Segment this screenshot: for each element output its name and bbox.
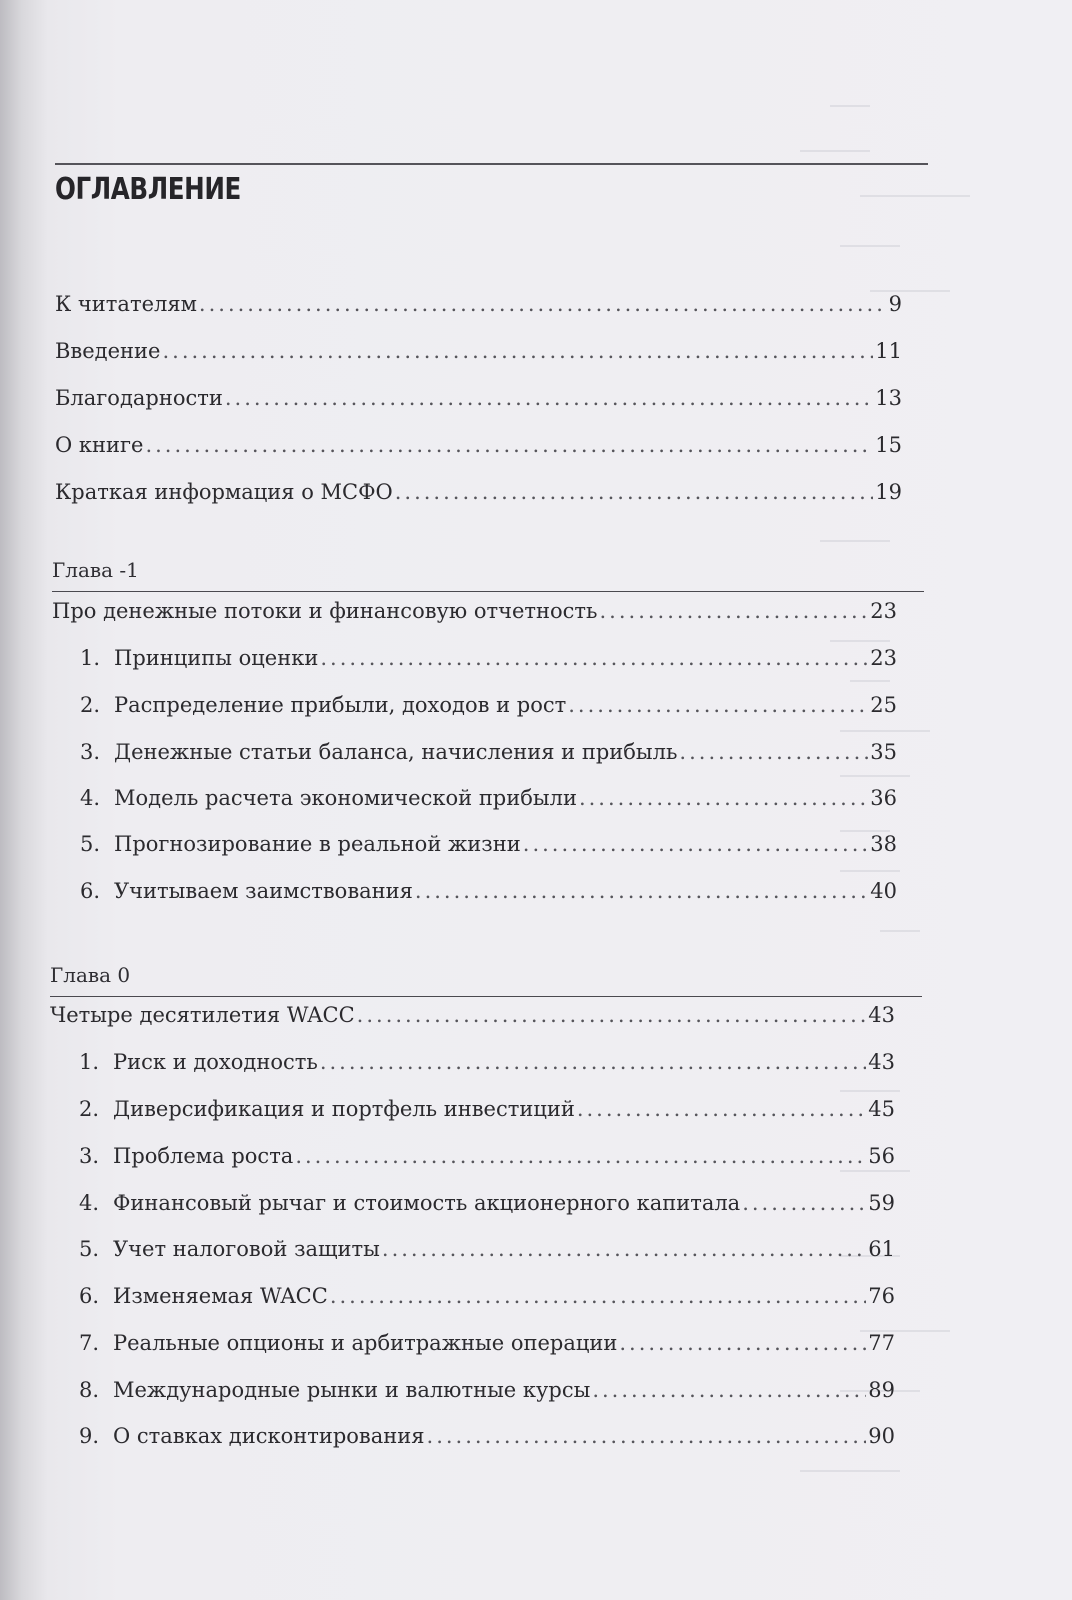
toc-entry-page: 89	[868, 1378, 895, 1402]
toc-entry-text: Диверсификация и портфель инвестиций	[113, 1097, 575, 1121]
toc-entry-page: 19	[875, 480, 902, 504]
toc-section	[80, 786, 897, 816]
toc-section	[79, 1378, 895, 1408]
dot-leader	[427, 1424, 867, 1448]
dot-leader	[320, 646, 868, 670]
chapter-label: Глава -1	[52, 558, 139, 582]
dot-leader	[579, 786, 868, 810]
page-title: ОГЛАВЛЕНИЕ	[55, 172, 241, 207]
toc-entry-page: 15	[875, 433, 902, 457]
toc-entry-page: 11	[875, 339, 902, 363]
toc-entry-text: Краткая информация о МСФО	[55, 480, 393, 504]
toc-section	[79, 1331, 895, 1361]
toc-section	[80, 740, 897, 770]
dot-leader	[415, 879, 868, 903]
toc-entry-text: Модель расчета экономической прибыли	[114, 786, 577, 810]
toc-section	[79, 1144, 895, 1174]
dot-leader	[320, 1050, 866, 1074]
toc-entry-page: 90	[868, 1424, 895, 1448]
toc-entry-page: 45	[868, 1097, 895, 1121]
dot-leader	[679, 740, 868, 764]
toc-section	[79, 1050, 895, 1080]
toc-entry-text: Прогнозирование в реальной жизни	[114, 832, 521, 856]
section-number: 8.	[79, 1378, 100, 1402]
dot-leader	[619, 1331, 866, 1355]
chapter-rule	[52, 591, 924, 592]
dot-leader	[742, 1191, 866, 1215]
dot-leader	[145, 433, 873, 457]
toc-entry-text: Финансовый рычаг и стоимость акционерного капитала	[113, 1191, 741, 1215]
toc-entry-text: Международные рынки и валютные курсы	[113, 1378, 591, 1402]
toc-entry-page: 43	[868, 1003, 895, 1027]
toc-section	[79, 1284, 895, 1314]
toc-entry-page: 35	[870, 740, 897, 764]
toc-entry-page: 38	[870, 832, 897, 856]
toc-entry-front-3	[55, 433, 902, 463]
dot-leader	[330, 1284, 866, 1308]
toc-entry-page: 23	[870, 646, 897, 670]
section-number: 3.	[79, 1144, 100, 1168]
toc-entry-page: 43	[868, 1050, 895, 1074]
section-number: 4.	[80, 786, 101, 810]
dot-leader	[577, 1097, 866, 1121]
toc-entry-text: Денежные статьи баланса, начисления и прибыль	[114, 740, 678, 764]
toc-entry-text: Про денежные потоки и финансовую отчетность	[52, 599, 598, 623]
dot-leader	[357, 1003, 867, 1027]
chapter-label: Глава 0	[50, 963, 131, 987]
section-number: 3.	[80, 740, 101, 764]
toc-entry-page: 61	[868, 1237, 895, 1261]
toc-entry-text: Риск и доходность	[113, 1050, 318, 1074]
toc-entry-page: 13	[875, 386, 902, 410]
chapter-title	[52, 599, 897, 629]
toc-entry-text: О книге	[55, 433, 144, 457]
dot-leader	[225, 386, 873, 410]
toc-entry-text: Изменяемая WACC	[113, 1284, 328, 1308]
toc-entry-page: 59	[868, 1191, 895, 1215]
chapter-title	[50, 1003, 895, 1033]
section-number: 1.	[79, 1050, 100, 1074]
dot-leader	[592, 1378, 866, 1402]
toc-entry-text: Принципы оценки	[114, 646, 319, 670]
toc-entry-text: Учитываем заимствования	[114, 879, 413, 903]
toc-section	[79, 1237, 895, 1267]
section-number: 6.	[80, 879, 101, 903]
toc-section	[80, 693, 897, 723]
toc-entry-text: Введение	[55, 339, 161, 363]
section-number: 2.	[79, 1097, 100, 1121]
section-number: 4.	[79, 1191, 100, 1215]
toc-entry-front-4	[55, 480, 902, 510]
dot-leader	[395, 480, 874, 504]
section-number: 7.	[79, 1331, 100, 1355]
section-number: 5.	[80, 832, 101, 856]
section-number: 2.	[80, 693, 101, 717]
toc-entry-text: Реальные опционы и арбитражные операции	[113, 1331, 618, 1355]
toc-entry-text: Проблема роста	[113, 1144, 294, 1168]
dot-leader	[600, 599, 869, 623]
toc-entry-page: 36	[870, 786, 897, 810]
dot-leader	[523, 832, 869, 856]
section-number: 1.	[80, 646, 101, 670]
toc-section	[79, 1191, 895, 1221]
toc-entry-text: О ставках дисконтирования	[113, 1424, 425, 1448]
toc-entry-front-1	[55, 339, 902, 369]
toc-entry-front-0	[55, 292, 902, 322]
toc-section	[79, 1424, 895, 1454]
dot-leader	[199, 292, 887, 316]
dot-leader	[568, 693, 868, 717]
chapter-rule	[50, 996, 922, 997]
toc-section	[80, 832, 897, 862]
dot-leader	[162, 339, 873, 363]
toc-entry-page: 25	[870, 693, 897, 717]
toc-entry-page: 77	[868, 1331, 895, 1355]
toc-entry-page: 40	[870, 879, 897, 903]
toc-entry-text: К читателям	[55, 292, 197, 316]
toc-section	[80, 646, 897, 676]
toc-entry-front-2	[55, 386, 902, 416]
section-number: 9.	[79, 1424, 100, 1448]
section-number: 6.	[79, 1284, 100, 1308]
dot-leader	[382, 1237, 866, 1261]
toc-section	[80, 879, 897, 909]
toc-entry-text: Четыре десятилетия WACC	[50, 1003, 355, 1027]
toc-entry-text: Учет налоговой защиты	[113, 1237, 380, 1261]
header-rule	[55, 163, 928, 165]
toc-entry-text: Распределение прибыли, доходов и рост	[114, 693, 567, 717]
toc-entry-page: 23	[870, 599, 897, 623]
toc-entry-page: 76	[868, 1284, 895, 1308]
section-number: 5.	[79, 1237, 100, 1261]
toc-entry-page: 9	[888, 292, 902, 316]
toc-entry-page: 56	[868, 1144, 895, 1168]
toc-entry-text: Благодарности	[55, 386, 223, 410]
dot-leader	[295, 1144, 866, 1168]
toc-section	[79, 1097, 895, 1127]
